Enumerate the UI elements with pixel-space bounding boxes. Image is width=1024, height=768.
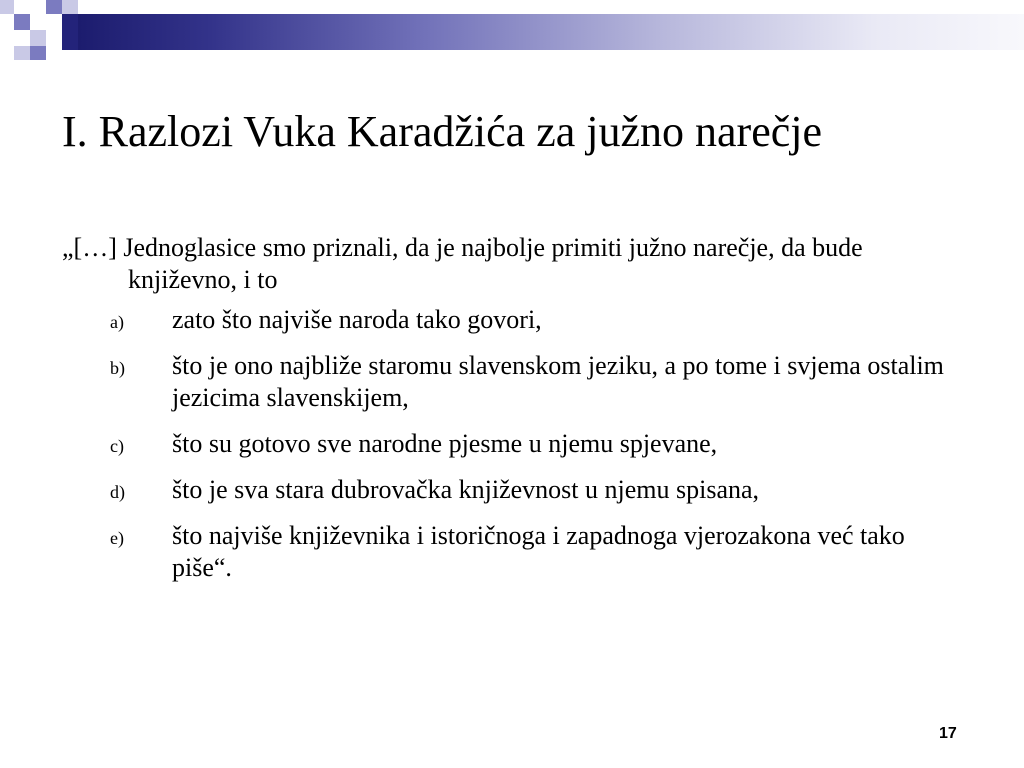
square-mid	[46, 0, 62, 14]
list-item-text: što je sva stara dubrovačka književnost u njemu spisana,	[172, 475, 760, 504]
square-mid	[14, 14, 30, 30]
reasons-list	[62, 304, 962, 584]
square-light	[0, 0, 14, 14]
page-number: 17	[939, 725, 957, 742]
square-light	[62, 0, 78, 14]
list-item-text: što je ono najbliže staromu slavenskom jeziku, a po tome i svjema ostalim jezicima slavenskijem,	[172, 351, 944, 412]
quote-intro: „[…] Jednoglasice smo priznali, da je najbolje primiti južno narečje, da bude književno, i to	[62, 233, 863, 294]
list-item-text: što su gotovo sve narodne pjesme u njemu spjevane,	[172, 429, 718, 458]
slide-body	[62, 232, 962, 598]
list-item	[62, 428, 962, 460]
slide-title: I. Razlozi Vuka Karadžića za južno narečje	[62, 107, 823, 156]
square-light	[14, 46, 30, 60]
list-item	[62, 474, 962, 506]
list-marker: b)	[110, 358, 125, 378]
square-mid	[30, 46, 46, 60]
list-marker: c)	[110, 436, 124, 456]
square-navy	[62, 14, 78, 50]
header-gradient-bar	[78, 14, 1024, 50]
list-marker: d)	[110, 482, 125, 502]
list-item	[62, 520, 962, 584]
list-marker: a)	[110, 312, 124, 332]
list-marker: e)	[110, 528, 124, 548]
list-item	[62, 350, 962, 414]
square-light	[30, 30, 46, 46]
list-item	[62, 304, 962, 336]
list-item-text: što najviše književnika i istoričnoga i zapadnoga vjerozakona već tako piše“.	[172, 521, 905, 582]
list-item-text: zato što najviše naroda tako govori,	[172, 305, 542, 334]
